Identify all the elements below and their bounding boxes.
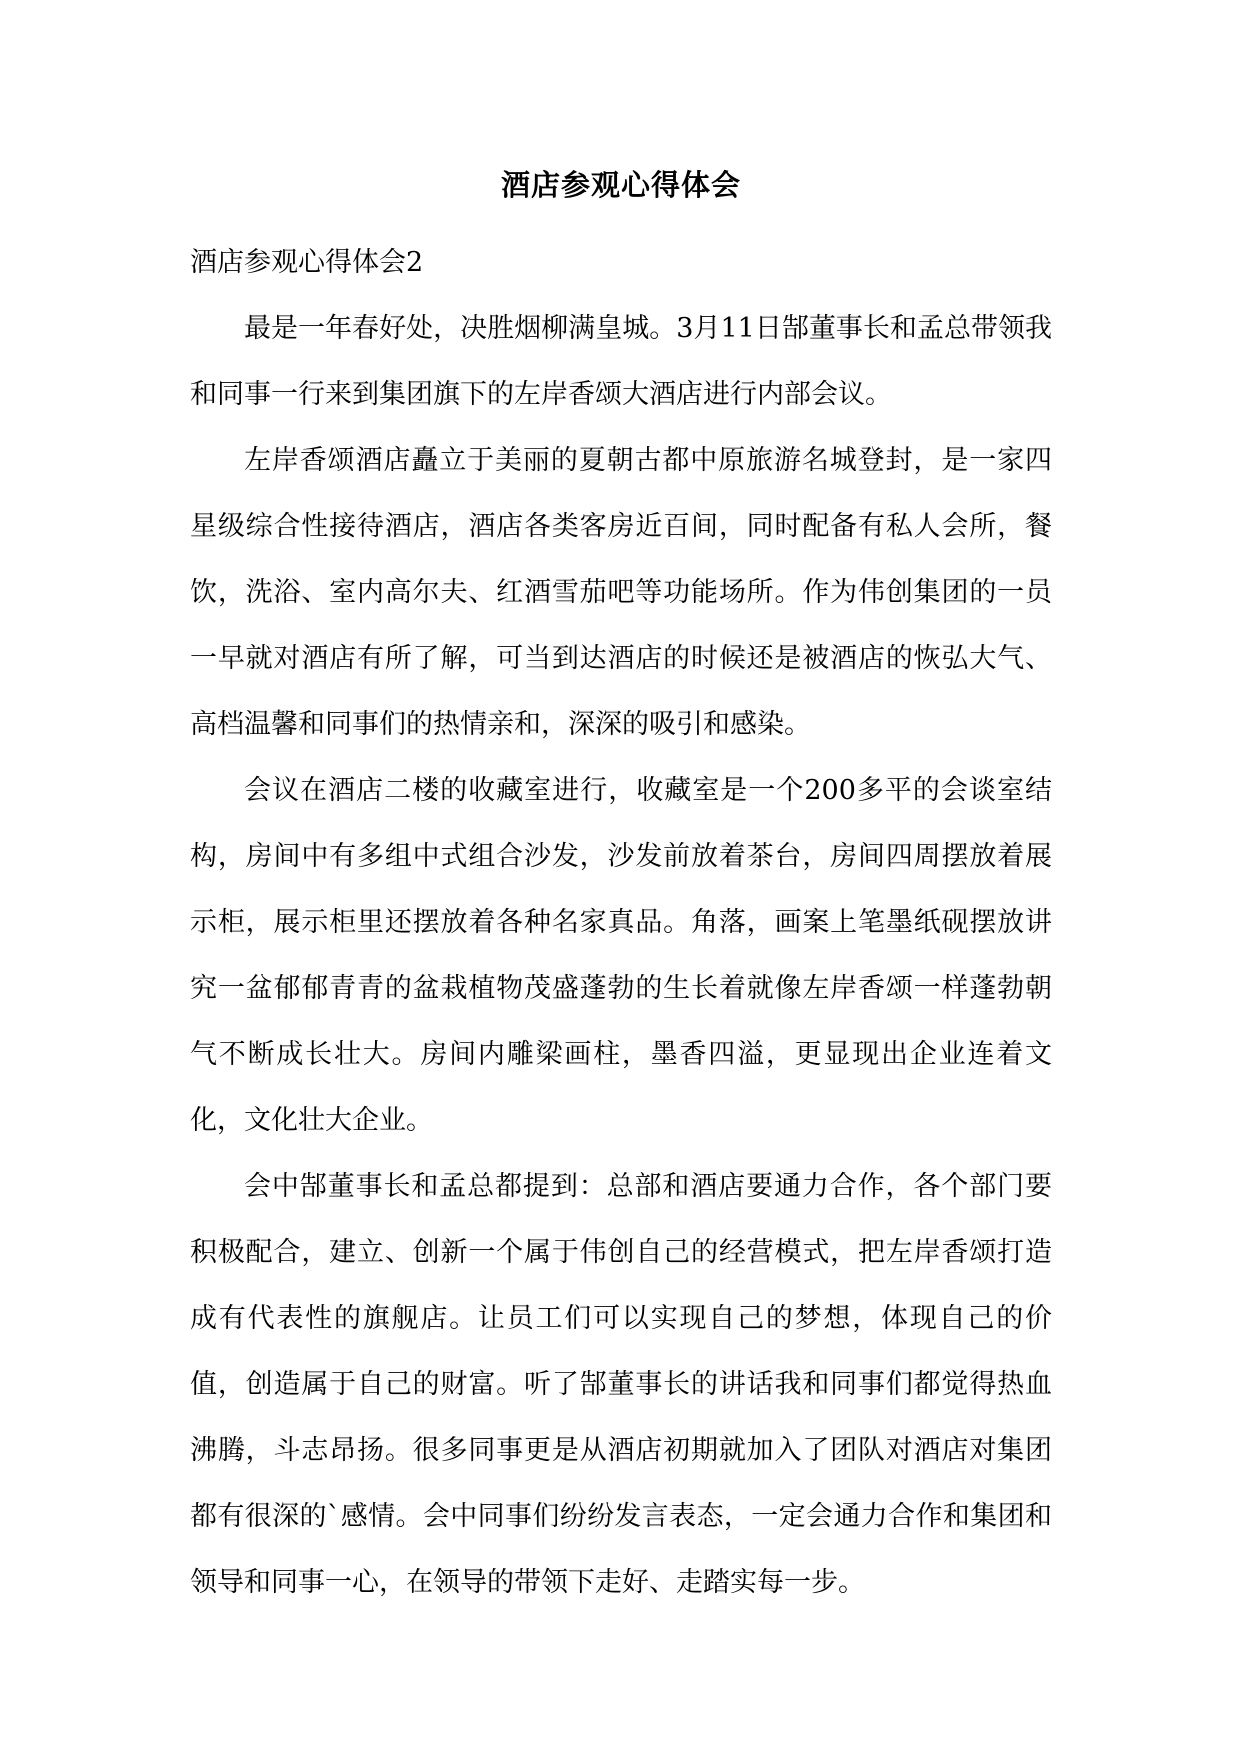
document-body [190,160,1052,1616]
page-title: 酒店参观心得体会 [500,168,741,202]
paragraph-3: 会议在酒店二楼的收藏室进行，收藏室是一个200多平的会谈室结构，房间中有多组中式组合沙发，沙发前放着茶台，房间四周摆放着展示柜，展示柜里还摆放着各种名家真品。角落，画案上笔墨纸砚摆放讲究一盆郁郁青青的盆栽植物茂盛蓬勃的生长着就像左岸香颂一样蓬勃朝气不断成长壮大。房间内雕梁画柱，墨香四溢，更显现出企业连着文化，文化壮大企业。 [190,775,1052,1136]
paragraph-2: 左岸香颂酒店矗立于美丽的夏朝古都中原旅游名城登封，是一家四星级综合性接待酒店，酒店各类客房近百间，同时配备有私人会所，餐饮，洗浴、室内高尔夫、红酒雪茄吧等功能场所。作为伟创集团的一员一早就对酒店有所了解，可当到达酒店的时候还是被酒店的恢弘大气、高档温馨和同事们的热情亲和，深深的吸引和感染。 [190,445,1052,740]
document-subtitle: 酒店参观心得体会2 [190,247,424,278]
paragraph-1: 最是一年春好处，决胜烟柳满皇城。3月11日郜董事长和孟总带领我和同事一行来到集团旗下的左岸香颂大酒店进行内部会议。 [190,313,1052,410]
paragraph-4: 会中郜董事长和孟总都提到：总部和酒店要通力合作，各个部门要积极配合，建立、创新一个属于伟创自己的经营模式，把左岸香颂打造成有代表性的旗舰店。让员工们可以实现自己的梦想，体现自己的价值，创造属于自己的财富。听了郜董事长的讲话我和同事们都觉得热血沸腾，斗志昂扬。很多同事更是从酒店初期就加入了团队对酒店对集团都有很深的`感情。会中同事们纷纷发言表态，一定会通力合作和集团和领导和同事一心，在领导的带领下走好、走踏实每一步。 [190,1171,1052,1598]
